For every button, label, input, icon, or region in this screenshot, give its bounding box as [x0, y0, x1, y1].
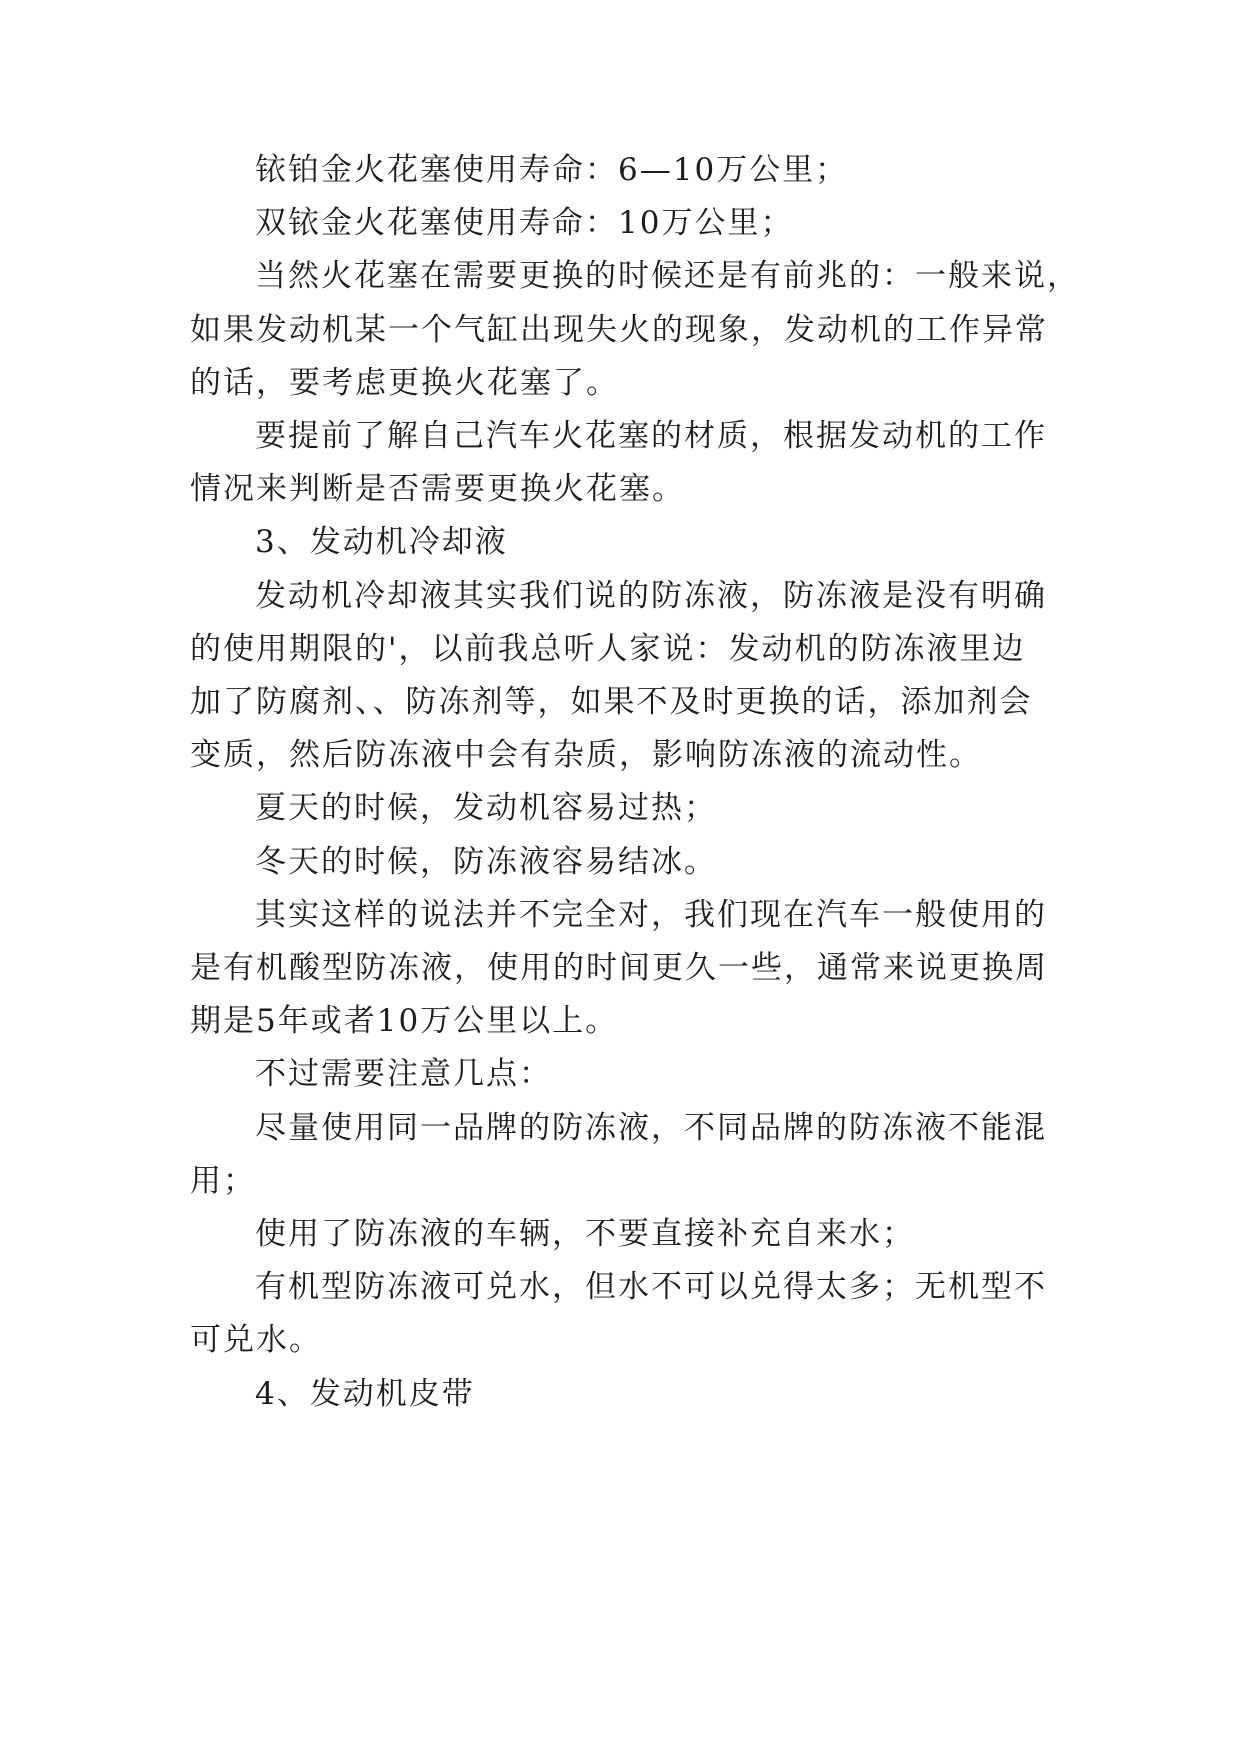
text-line: 变质，然后防冻液中会有杂质，影响防冻液的流动性。 — [190, 737, 982, 773]
text-line: 用； — [190, 1163, 256, 1199]
text-line: 尽量使用同一品牌的防冻液，不同品牌的防冻液不能混 — [255, 1110, 1047, 1146]
text-line: 期是5年或者10万公里以上。 — [190, 1003, 619, 1039]
text-line: 使用了防冻液的车辆，不要直接补充自来水； — [255, 1216, 915, 1252]
text-line: 发动机冷却液其实我们说的防冻液，防冻液是没有明确 — [255, 578, 1047, 614]
text-line: 的话，要考虑更换火花塞了。 — [190, 365, 619, 401]
text-line: 其实这样的说法并不完全对，我们现在汽车一般使用的 — [255, 897, 1047, 933]
section-heading: 4、发动机皮带 — [255, 1376, 475, 1412]
text-line: 可兑水。 — [190, 1322, 322, 1358]
text-line: 的使用期限的'，以前我总听人家说：发动机的防冻液里边 — [190, 631, 1026, 667]
section-heading: 3、发动机冷却液 — [255, 524, 508, 560]
text-line: 加了防腐剂、、防冻剂等，如果不及时更换的话，添加剂会 — [190, 684, 1033, 720]
text-line: 情况来判断是否需要更换火花塞。 — [190, 471, 685, 507]
text-line: 当然火花塞在需要更换的时候还是有前兆的：一般来说， — [255, 258, 1080, 294]
text-line: 有机型防冻液可兑水，但水不可以兑得太多；无机型不 — [255, 1269, 1047, 1305]
text-line: 如果发动机某一个气缸出现失火的现象，发动机的工作异常 — [190, 312, 1048, 348]
text-line: 要提前了解自己汽车火花塞的材质，根据发动机的工作 — [255, 418, 1047, 454]
text-line: 是有机酸型防冻液，使用的时间更久一些，通常来说更换周 — [190, 950, 1048, 986]
text-line: 冬天的时候，防冻液容易结冰。 — [255, 844, 717, 880]
text-line: 夏天的时候，发动机容易过热； — [255, 790, 717, 826]
text-line: 双铱金火花塞使用寿命：10万公里； — [255, 205, 794, 241]
text-line: 铱铂金火花塞使用寿命：6—10万公里； — [255, 152, 849, 188]
text-line: 不过需要注意几点： — [255, 1056, 552, 1092]
